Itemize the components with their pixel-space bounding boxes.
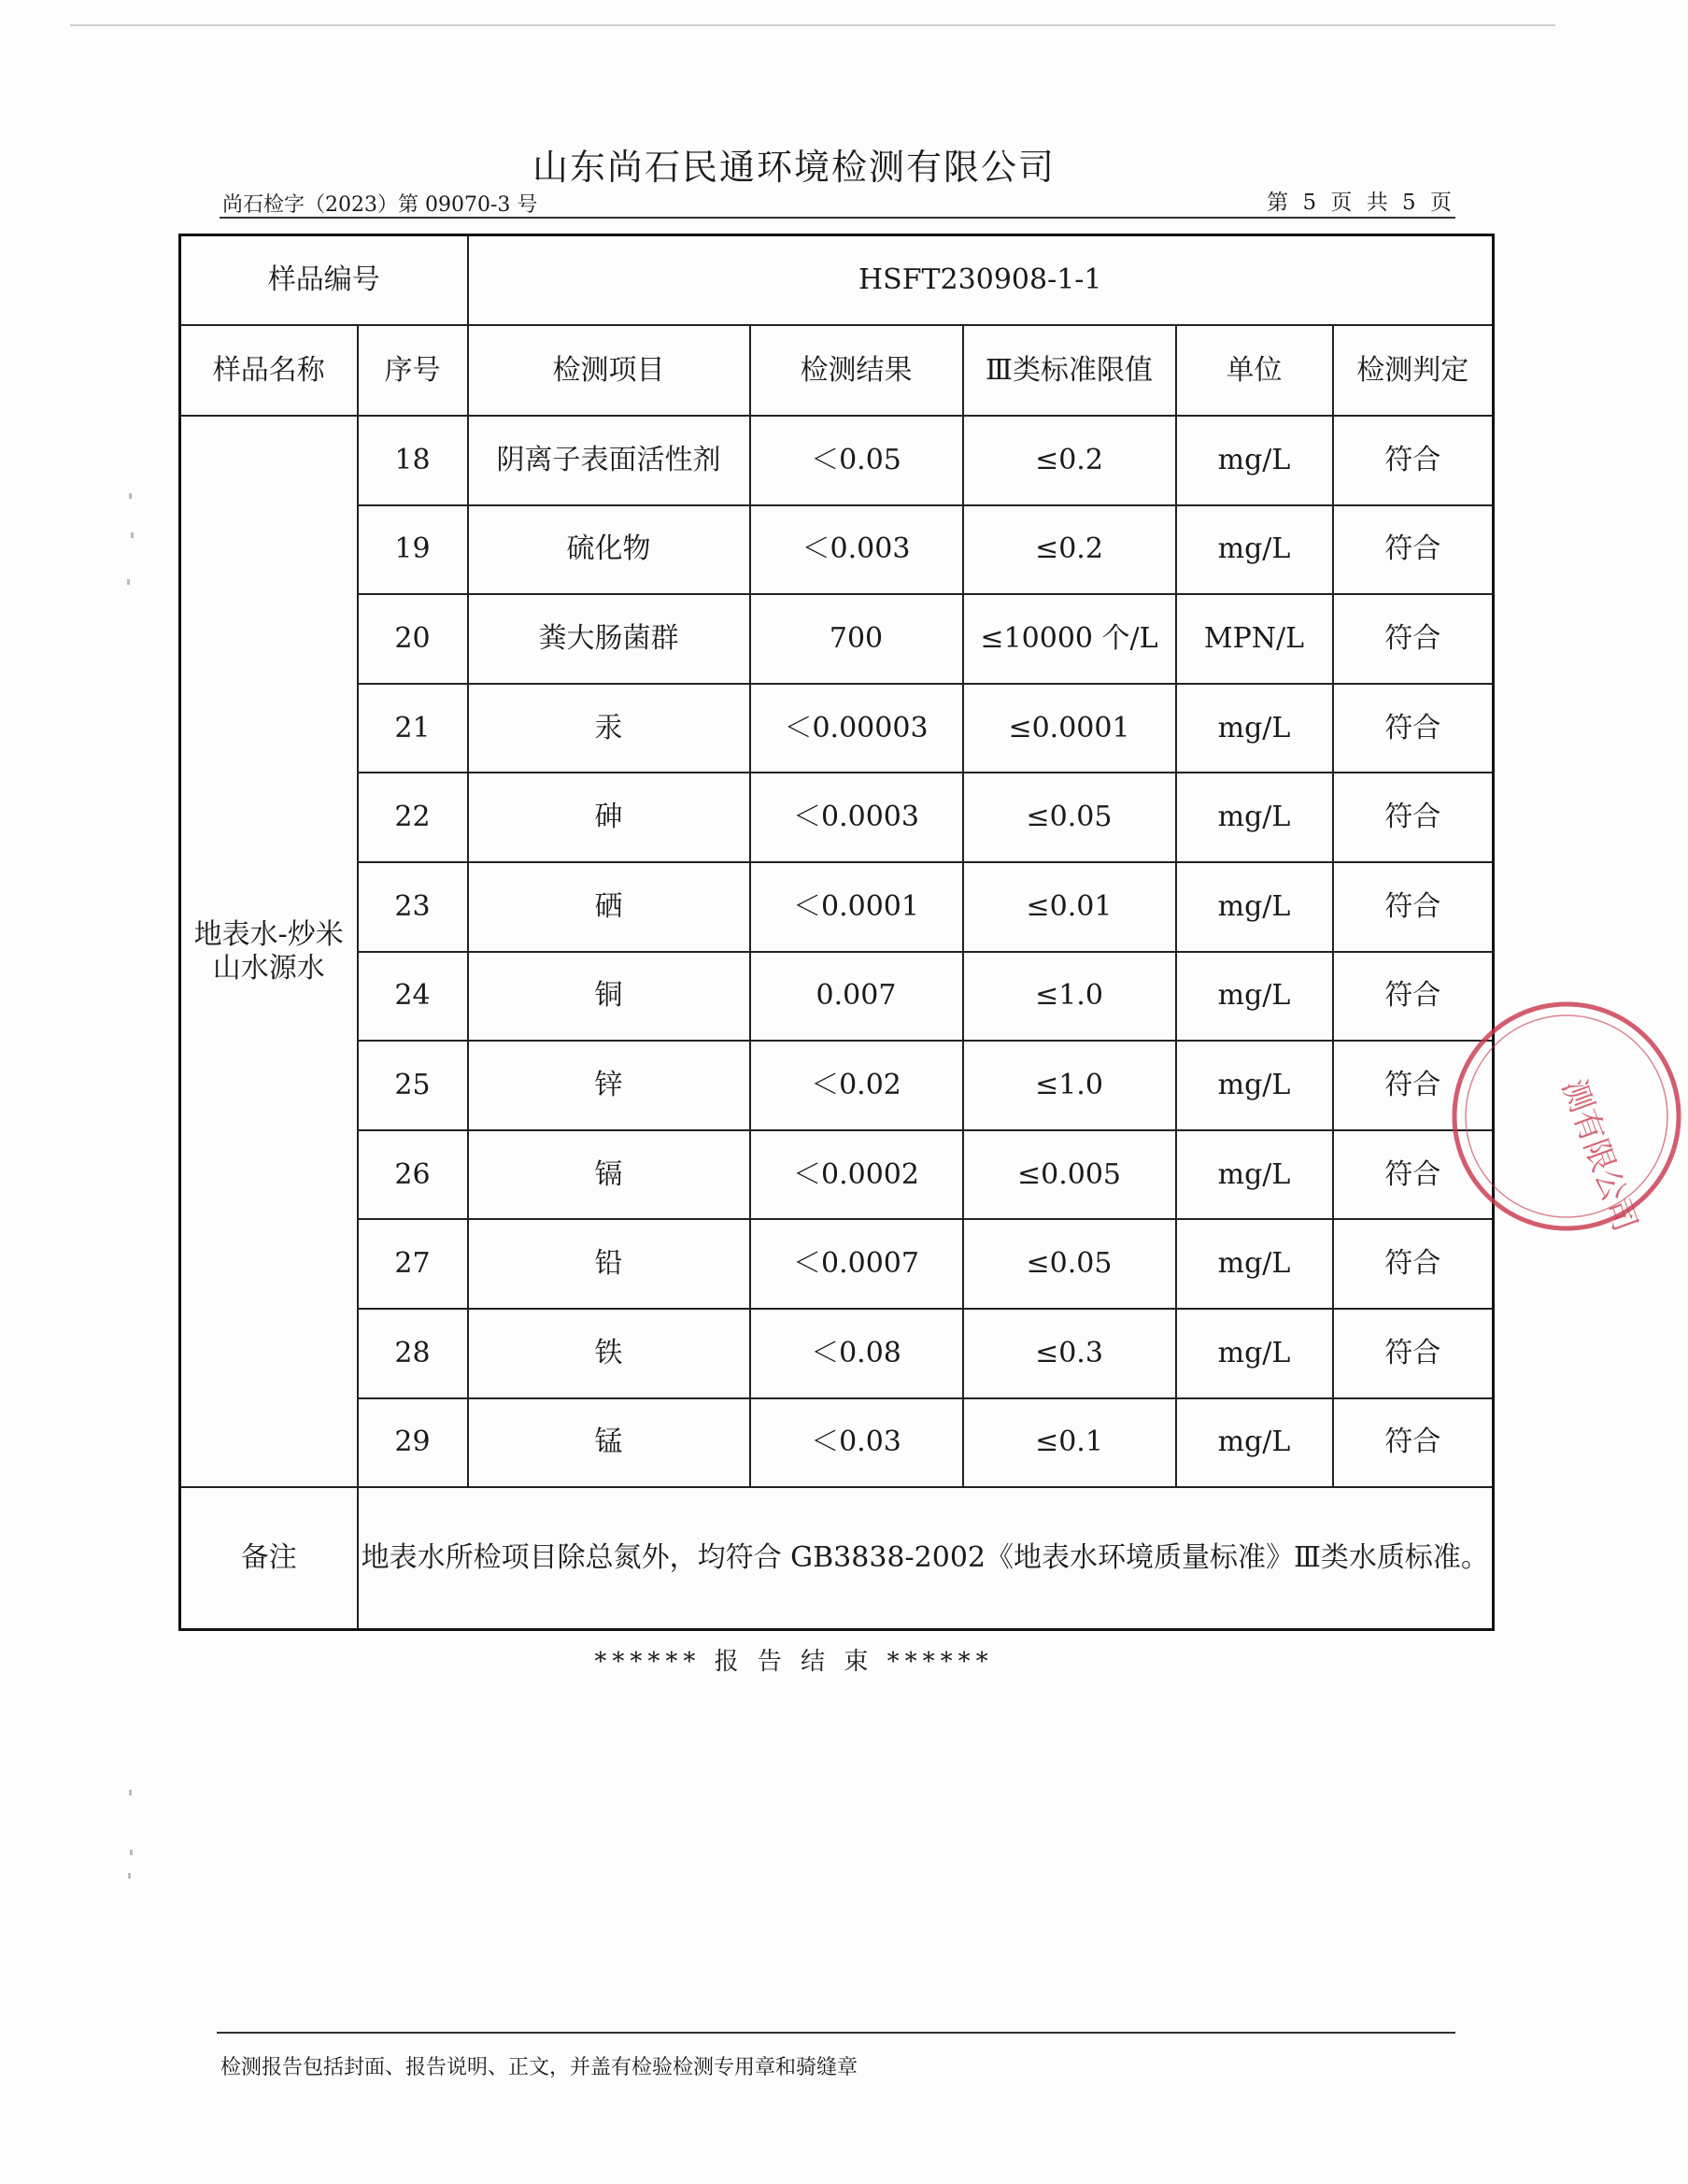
table-row [180,416,1494,505]
row-no: 27 [358,1219,468,1309]
column-header-row [180,325,1494,416]
row-verdict: 符合 [1333,1041,1494,1130]
seal-graphic [1445,986,1688,1247]
row-item: 汞 [468,684,750,773]
results-table [178,234,1495,1631]
col-header-sample-name: 样品名称 [180,325,358,416]
row-verdict: 符合 [1333,505,1494,595]
row-limit: ≤0.01 [963,862,1176,952]
row-item: 硫化物 [468,505,750,595]
sample-id-row [180,235,1494,326]
row-no: 26 [358,1130,468,1220]
remark-row [180,1487,1494,1630]
scan-speck [128,1873,131,1879]
row-no: 18 [358,416,468,505]
row-unit: mg/L [1176,684,1333,773]
official-seal [1450,986,1644,1247]
row-limit: ≤0.2 [963,416,1176,505]
row-verdict: 符合 [1333,594,1494,684]
col-header-result: 检测结果 [750,325,963,416]
row-result: ＜0.0001 [750,862,963,952]
row-no: 19 [358,505,468,595]
row-verdict: 符合 [1333,1219,1494,1309]
row-verdict: 符合 [1333,1309,1494,1398]
table-row [180,1309,1494,1398]
row-unit: mg/L [1176,505,1333,595]
sample-id-value: HSFT230908-1-1 [468,235,1494,326]
row-item: 锰 [468,1398,750,1488]
scan-speck [129,493,132,499]
row-unit: mg/L [1176,1130,1333,1220]
row-result: ＜0.0002 [750,1130,963,1220]
row-limit: ≤1.0 [963,952,1176,1042]
row-unit: mg/L [1176,1219,1333,1309]
svg-text:测有限公司: 测有限公司 [1553,1074,1644,1237]
scan-speck [130,1850,133,1855]
row-unit: mg/L [1176,1041,1333,1130]
table-row [180,1130,1494,1220]
report-number: 尚石检字（2023）第 09070-3 号 [222,193,538,217]
row-limit: ≤10000 个/L [963,594,1176,684]
row-no: 29 [358,1398,468,1488]
col-header-no: 序号 [358,325,468,416]
row-no: 22 [358,773,468,862]
scan-speck [129,1790,132,1795]
row-unit: mg/L [1176,773,1333,862]
row-no: 20 [358,594,468,684]
table-row [180,1398,1494,1488]
col-header-verdict: 检测判定 [1333,325,1494,416]
row-unit: mg/L [1176,862,1333,952]
row-limit: ≤1.0 [963,1041,1176,1130]
header-rule [220,217,1455,219]
scan-speck [127,579,130,585]
row-result: ＜0.0007 [750,1219,963,1309]
col-header-item: 检测项目 [468,325,750,416]
row-result: ＜0.0003 [750,773,963,862]
col-header-limit: Ⅲ类标准限值 [963,325,1176,416]
row-verdict: 符合 [1333,952,1494,1042]
top-rule [70,24,1555,26]
row-limit: ≤0.2 [963,505,1176,595]
row-result: ＜0.00003 [750,684,963,773]
row-verdict: 符合 [1333,773,1494,862]
row-result: ＜0.02 [750,1041,963,1130]
row-verdict: 符合 [1333,1398,1494,1488]
row-no: 25 [358,1041,468,1130]
row-item: 镉 [468,1130,750,1220]
remark-label: 备注 [180,1487,358,1630]
scan-speck [131,532,134,538]
row-unit: mg/L [1176,952,1333,1042]
row-no: 28 [358,1309,468,1398]
row-item: 铁 [468,1309,750,1398]
row-unit: mg/L [1176,416,1333,505]
row-item: 铜 [468,952,750,1042]
remark-text: 地表水所检项目除总氮外，均符合 GB3838-2002《地表水环境质量标准》Ⅲ类水质标准。 [358,1487,1494,1630]
row-unit: mg/L [1176,1309,1333,1398]
row-item: 粪大肠菌群 [468,594,750,684]
table-row [180,1041,1494,1130]
row-limit: ≤0.1 [963,1398,1176,1488]
row-item: 砷 [468,773,750,862]
table-row [180,952,1494,1042]
table-row [180,773,1494,862]
row-limit: ≤0.3 [963,1309,1176,1398]
row-item: 锌 [468,1041,750,1130]
sample-name-cell: 地表水-炒米山水源水 [180,416,358,1487]
row-item: 铅 [468,1219,750,1309]
row-limit: ≤0.0001 [963,684,1176,773]
company-title: 山东尚石民通环境检测有限公司 [532,147,1056,188]
table-row [180,684,1494,773]
col-header-unit: 单位 [1176,325,1333,416]
sample-id-label: 样品编号 [180,235,468,326]
row-limit: ≤0.005 [963,1130,1176,1220]
row-result: 700 [750,594,963,684]
table-row [180,1219,1494,1309]
row-limit: ≤0.05 [963,1219,1176,1309]
table-row [180,594,1494,684]
row-result: ＜0.003 [750,505,963,595]
table-row [180,505,1494,595]
row-result: ＜0.05 [750,416,963,505]
report-end-mark: ****** 报 告 结 束 ****** [594,1648,994,1676]
row-result: ＜0.08 [750,1309,963,1398]
row-result: 0.007 [750,952,963,1042]
row-verdict: 符合 [1333,684,1494,773]
row-result: ＜0.03 [750,1398,963,1488]
footer-rule [217,2032,1455,2034]
row-no: 21 [358,684,468,773]
table-row [180,862,1494,952]
row-unit: MPN/L [1176,594,1333,684]
row-unit: mg/L [1176,1398,1333,1488]
row-no: 24 [358,952,468,1042]
row-verdict: 符合 [1333,862,1494,952]
row-verdict: 符合 [1333,416,1494,505]
row-item: 硒 [468,862,750,952]
row-verdict: 符合 [1333,1130,1494,1220]
row-item: 阴离子表面活性剂 [468,416,750,505]
footer-note: 检测报告包括封面、报告说明、正文，并盖有检验检测专用章和骑缝章 [220,2056,858,2079]
page-number: 第 5 页 共 5 页 [1267,191,1455,215]
row-limit: ≤0.05 [963,773,1176,862]
row-no: 23 [358,862,468,952]
